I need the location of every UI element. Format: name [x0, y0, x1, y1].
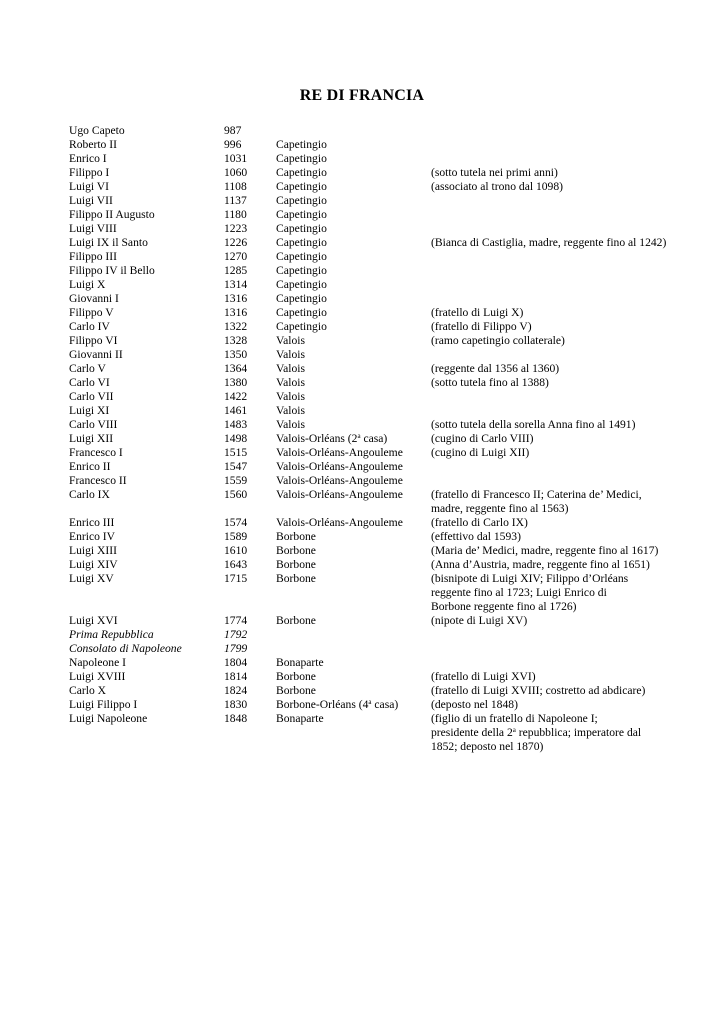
accession-year: 1223: [224, 222, 248, 235]
accession-year: 1328: [224, 334, 248, 347]
note: (ramo capetingio collaterale): [431, 334, 565, 347]
table-row: [69, 712, 689, 754]
note: (Bianca di Castiglia, madre, reggente fino al 1242): [431, 236, 667, 249]
note: (bisnipote di Luigi XIV; Filippo d’Orléans reggente fino al 1723; Luigi Enrico di Borbone reggente fino al 1726): [431, 572, 629, 613]
table-row: [69, 614, 689, 628]
table-row: [69, 432, 689, 446]
table-row: [69, 138, 689, 152]
king-name: Francesco I: [69, 446, 123, 459]
accession-year: 1848: [224, 712, 248, 725]
king-name: Roberto II: [69, 138, 117, 151]
table-row: [69, 264, 689, 278]
table-row: [69, 656, 689, 670]
accession-year: 1498: [224, 432, 248, 445]
note: (cugino di Carlo VIII): [431, 432, 534, 445]
accession-year: 1137: [224, 194, 247, 207]
accession-year: 1364: [224, 362, 248, 375]
note: [431, 712, 641, 754]
table-row: [69, 446, 689, 460]
king-name: Enrico IV: [69, 530, 116, 543]
ordinal-superscript: a: [368, 698, 372, 706]
table-row: [69, 278, 689, 292]
king-name: Filippo V: [69, 306, 114, 319]
dynasty: Capetingio: [276, 138, 327, 151]
accession-year: 1350: [224, 348, 248, 361]
table-row: [69, 684, 689, 698]
accession-year: 1559: [224, 474, 248, 487]
note: (Anna d’Austria, madre, reggente fino al 1651): [431, 558, 650, 571]
accession-year: 1380: [224, 376, 248, 389]
accession-year: 1316: [224, 292, 248, 305]
king-name: Carlo IX: [69, 488, 110, 501]
king-name: Carlo VI: [69, 376, 110, 389]
accession-year: 1824: [224, 684, 248, 697]
king-name: Napoleone I: [69, 656, 126, 669]
note: (fratello di Filippo V): [431, 320, 532, 333]
dynasty: Capetingio: [276, 194, 327, 207]
king-name: Luigi XIII: [69, 544, 117, 557]
dynasty: Borbone: [276, 558, 316, 571]
dynasty: Valois-Orléans-Angouleme: [276, 488, 403, 501]
dynasty: Valois: [276, 404, 305, 417]
accession-year: 1422: [224, 390, 248, 403]
king-name: Enrico III: [69, 516, 115, 529]
note: (deposto nel 1848): [431, 698, 518, 711]
table-row: [69, 376, 689, 390]
table-row: [69, 516, 689, 530]
dynasty: Valois-Orléans-Angouleme: [276, 474, 403, 487]
table-row: [69, 306, 689, 320]
table-row: [69, 404, 689, 418]
table-row: [69, 572, 689, 614]
table-row: [69, 530, 689, 544]
note: (sotto tutela nei primi anni): [431, 166, 558, 179]
note: (sotto tutela fino al 1388): [431, 376, 549, 389]
king-name: Luigi XVI: [69, 614, 118, 627]
page-title: RE DI FRANCIA: [299, 87, 425, 104]
accession-year: 1270: [224, 250, 248, 263]
accession-year: 1180: [224, 208, 247, 221]
table-row: [69, 642, 689, 656]
king-name: Luigi XIV: [69, 558, 118, 571]
accession-year: 1031: [224, 152, 248, 165]
table-row: [69, 558, 689, 572]
table-row: [69, 460, 689, 474]
king-name: Filippo IV il Bello: [69, 264, 155, 277]
dynasty: Valois: [276, 376, 305, 389]
accession-year: 1515: [224, 446, 248, 459]
note: (cugino di Luigi XII): [431, 446, 530, 459]
dynasty: Valois: [276, 334, 305, 347]
table-row: [69, 180, 689, 194]
table-row: [69, 236, 689, 250]
table-row: [69, 320, 689, 334]
dynasty: Bonaparte: [276, 656, 324, 669]
dynasty-text: Valois-Orléans (2: [276, 432, 358, 445]
dynasty: Capetingio: [276, 208, 327, 221]
accession-year: 1589: [224, 530, 248, 543]
accession-year: 987: [224, 124, 242, 137]
accession-year: 1814: [224, 670, 248, 683]
king-name: Filippo I: [69, 166, 110, 179]
king-name: Carlo V: [69, 362, 106, 375]
dynasty: Borbone: [276, 684, 316, 697]
dynasty: Capetingio: [276, 292, 327, 305]
note: (fratello di Francesco II; Caterina de’ Medici, madre, reggente fino al 1563): [431, 488, 642, 515]
note: (reggente dal 1356 al 1360): [431, 362, 560, 375]
accession-year: 1804: [224, 656, 248, 669]
king-name: Ugo Capeto: [69, 124, 125, 137]
table-row: [69, 544, 689, 558]
note-text: (figlio di un fratello di Napoleone I; presidente della 2: [431, 712, 598, 739]
accession-year: 1226: [224, 236, 248, 249]
dynasty: Valois: [276, 348, 305, 361]
accession-year: 1643: [224, 558, 248, 571]
dynasty: Capetingio: [276, 222, 327, 235]
dynasty: Valois-Orléans-Angouleme: [276, 446, 403, 459]
note: (effettivo dal 1593): [431, 530, 521, 543]
dynasty: Capetingio: [276, 264, 327, 277]
table-row: [69, 250, 689, 264]
accession-year: 1314: [224, 278, 248, 291]
king-name: Giovanni I: [69, 292, 119, 305]
table-row: [69, 698, 689, 712]
table-row: [69, 166, 689, 180]
table-row: [69, 222, 689, 236]
dynasty: Borbone: [276, 530, 316, 543]
dynasty: Valois-Orléans-Angouleme: [276, 460, 403, 473]
king-name: Carlo IV: [69, 320, 110, 333]
king-name: Filippo VI: [69, 334, 118, 347]
king-name: Enrico I: [69, 152, 107, 165]
accession-year: 1560: [224, 488, 248, 501]
dynasty: Capetingio: [276, 236, 327, 249]
dynasty: Bonaparte: [276, 712, 324, 725]
ordinal-superscript: a: [357, 432, 361, 440]
king-name: Carlo VII: [69, 390, 114, 403]
table-row: [69, 124, 689, 138]
king-name: Luigi XV: [69, 572, 114, 585]
note: (fratello di Carlo IX): [431, 516, 528, 529]
king-name: Carlo X: [69, 684, 107, 697]
note: (fratello di Luigi XVIII; costretto ad abdicare): [431, 684, 646, 697]
dynasty-text: casa): [371, 698, 399, 711]
dynasty: Capetingio: [276, 180, 327, 193]
period-year: 1792: [224, 628, 248, 641]
dynasty: Valois-Orléans-Angouleme: [276, 516, 403, 529]
accession-year: 1108: [224, 180, 247, 193]
period-name: Prima Repubblica: [69, 628, 154, 641]
table-row: [69, 194, 689, 208]
accession-year: 1610: [224, 544, 248, 557]
accession-year: 1830: [224, 698, 248, 711]
king-name: Luigi XI: [69, 404, 110, 417]
king-name: Enrico II: [69, 460, 111, 473]
king-name: Luigi VIII: [69, 222, 117, 235]
accession-year: 1285: [224, 264, 248, 277]
king-name: Luigi XII: [69, 432, 114, 445]
ordinal-superscript: a: [512, 726, 516, 734]
dynasty: Borbone: [276, 614, 316, 627]
table-row: [69, 628, 689, 642]
dynasty: Valois: [276, 390, 305, 403]
accession-year: 1774: [224, 614, 248, 627]
king-name: Luigi VI: [69, 180, 110, 193]
table-row: [69, 390, 689, 404]
note-text: repubblica; imperatore dal 1852; deposto nel 1870): [431, 726, 642, 753]
dynasty: [276, 432, 387, 446]
table-row: [69, 334, 689, 348]
table-row: [69, 208, 689, 222]
period-year: 1799: [224, 642, 248, 655]
note: (Maria de’ Medici, madre, reggente fino al 1617): [431, 544, 659, 557]
dynasty-text: casa): [360, 432, 388, 445]
dynasty: Capetingio: [276, 250, 327, 263]
king-name: Filippo III: [69, 250, 117, 263]
dynasty: Valois: [276, 362, 305, 375]
king-name: Francesco II: [69, 474, 127, 487]
king-name: Carlo VIII: [69, 418, 118, 431]
accession-year: 1461: [224, 404, 248, 417]
dynasty: Capetingio: [276, 320, 327, 333]
table-row: [69, 152, 689, 166]
king-name: Luigi IX il Santo: [69, 236, 148, 249]
table-row: [69, 362, 689, 376]
dynasty: [276, 698, 398, 712]
note: (sotto tutela della sorella Anna fino al 1491): [431, 418, 636, 431]
dynasty: Borbone: [276, 544, 316, 557]
dynasty: Capetingio: [276, 152, 327, 165]
accession-year: 1574: [224, 516, 248, 529]
table-row: [69, 474, 689, 488]
table-row: [69, 348, 689, 362]
table-row: [69, 292, 689, 306]
accession-year: 1060: [224, 166, 248, 179]
accession-year: 1483: [224, 418, 248, 431]
king-name: Luigi X: [69, 278, 106, 291]
king-name: Filippo II Augusto: [69, 208, 155, 221]
accession-year: 1715: [224, 572, 248, 585]
dynasty: Capetingio: [276, 278, 327, 291]
king-name: Luigi Filippo I: [69, 698, 138, 711]
period-name: Consolato di Napoleone: [69, 642, 182, 655]
king-name: Luigi XVIII: [69, 670, 126, 683]
dynasty: Borbone: [276, 670, 316, 683]
accession-year: 1316: [224, 306, 248, 319]
note: (associato al trono dal 1098): [431, 180, 564, 193]
table-row: [69, 670, 689, 684]
king-name: Giovanni II: [69, 348, 123, 361]
table-row: [69, 418, 689, 432]
note: (nipote di Luigi XV): [431, 614, 528, 627]
dynasty-text: Borbone-Orléans (4: [276, 698, 369, 711]
dynasty: Capetingio: [276, 306, 327, 319]
dynasty: Borbone: [276, 572, 316, 585]
dynasty: Valois: [276, 418, 305, 431]
accession-year: 1547: [224, 460, 248, 473]
note: (fratello di Luigi XVI): [431, 670, 536, 683]
kings-table: [69, 124, 689, 754]
king-name: Luigi VII: [69, 194, 113, 207]
accession-year: 996: [224, 138, 242, 151]
accession-year: 1322: [224, 320, 248, 333]
table-row: [69, 488, 689, 516]
note: (fratello di Luigi X): [431, 306, 524, 319]
king-name: Luigi Napoleone: [69, 712, 148, 725]
dynasty: Capetingio: [276, 166, 327, 179]
